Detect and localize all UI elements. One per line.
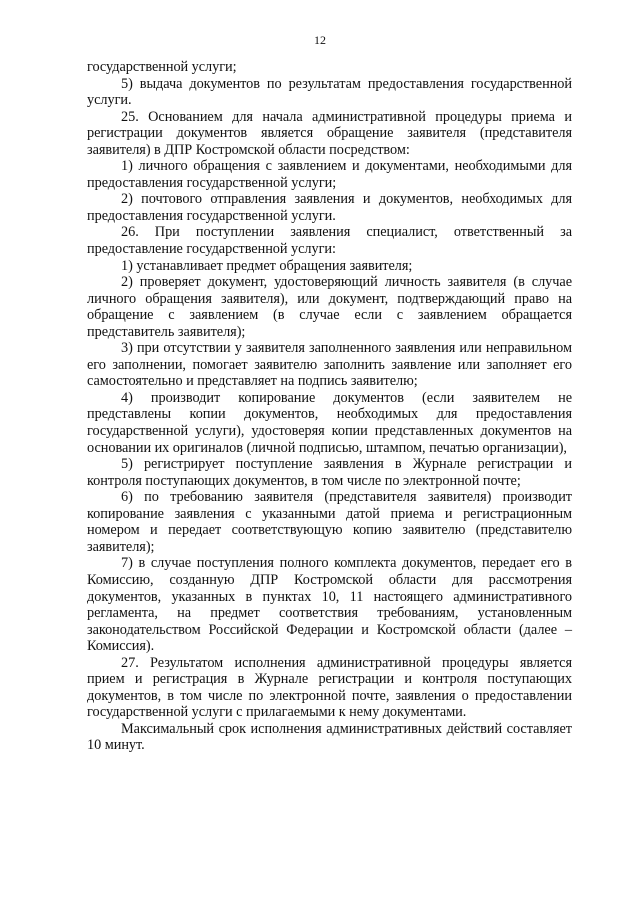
paragraph-26-item-5: 5) регистрирует поступление заявления в Журнале регистрации и контроля поступающих документов, в том числе по электронной почте; [87, 456, 572, 489]
paragraph-25-item-2: 2) почтового отправления заявления и документов, необходимых для предоставления государственной услуги. [87, 191, 572, 224]
paragraph-26-item-4: 4) производит копирование документов (если заявителем не представлены копии документов, необходимых для предоставления государственной услуги), удостоверяя копии представленных документов на основании их оригиналов (личной подписью, штампом, печатью организации), [87, 389, 572, 456]
paragraph-26: 26. При поступлении заявления специалист, ответственный за предоставление государственной услуги: [87, 224, 572, 258]
paragraph-item-5-delivery: 5) выдача документов по результатам предоставления государственной услуги. [87, 75, 572, 109]
paragraph-continuation: государственной услуги; [87, 59, 237, 75]
paragraph-27: 27. Результатом исполнения административной процедуры является прием и регистрация в Журнале регистрации и контроля поступающих документов, в том числе по электронной почте, заявления о предоставлении государственной услуги с прилагаемыми к нему документами. [87, 654, 572, 721]
paragraph-26-item-3: 3) при отсутствии у заявителя заполненного заявления или неправильном его заполнении, помогает заявителю заполнить заявление или заполняет его самостоятельно и представляет на подпись заявителю; [87, 340, 572, 390]
document-body [87, 59, 572, 754]
paragraph-26-item-2: 2) проверяет документ, удостоверяющий личность заявителя (в случае личного обращения заявителя), или документ, подтверждающий право на обращение с заявлением (в случае если с заявлением обращается представитель заявителя); [87, 274, 572, 340]
paragraph-26-item-1: 1) устанавливает предмет обращения заявителя; [121, 257, 413, 274]
paragraph-26-item-7: 7) в случае поступления полного комплекта документов, передает его в Комиссию, созданную ДПР Костромской области для рассмотрения документов, указанных в пунктах 10, 11 настоящего административного регламента, на предмет соответствия требованиям, установленным законодательством Российской Федерации и Костромской области (далее – Комиссия). [87, 555, 572, 655]
paragraph-max-duration: Максимальный срок исполнения административных действий составляет 10 минут. [87, 720, 572, 754]
paragraph-25: 25. Основанием для начала административной процедуры приема и регистрации документов является обращение заявителя (представителя заявителя) в ДПР Костромской области посредством: [87, 108, 572, 158]
paragraph-26-item-6: 6) по требованию заявителя (представителя заявителя) производит копирование заявления с указанными датой приема и регистрационным номером и передает соответствующую копию заявителю (представителю заявителя); [87, 489, 572, 555]
page-number: 12 [314, 33, 326, 47]
paragraph-25-item-1: 1) личного обращения с заявлением и документами, необходимыми для предоставления государственной услуги; [87, 158, 572, 191]
